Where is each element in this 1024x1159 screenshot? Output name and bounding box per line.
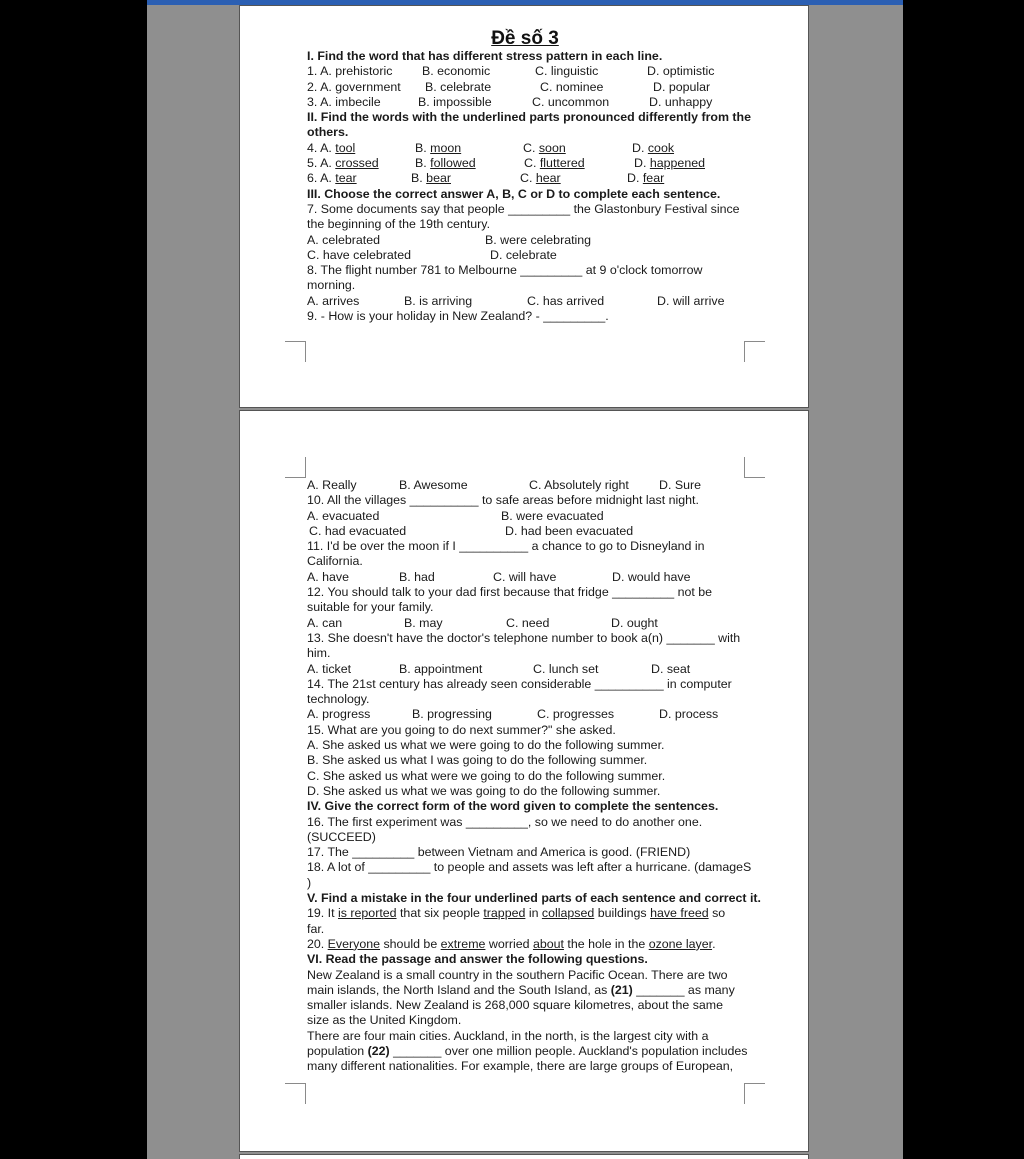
q19-part: in [525,906,542,921]
q12-option-c: C. need [506,615,550,630]
q19-part: 19. It [307,906,338,921]
q4-number: 4. A. [307,140,332,155]
document-title: Đề số 3 [491,28,559,49]
q20-part: should be [380,936,441,951]
q6-option-c: hear [535,171,561,186]
question-9-options [307,478,747,493]
passage-text: _______ as many [632,982,735,997]
q6-option-d: fear [642,171,665,186]
page-1-content [307,49,752,324]
question-14-text-cont: technology. [307,692,370,707]
q3-option-c: C. uncommon [532,94,610,109]
q10-option-d: D. had been evacuated [505,523,634,538]
question-18-text: 18. A lot of _________ to people and assets was left after a hurricane. (damageS [307,860,752,875]
q19-underlined-a: is reported [338,906,397,921]
passage-line: New Zealand is a small country in the southern Pacific Ocean. There are two [307,967,728,982]
q15-option-c: C. She asked us what were we going to do the following summer. [307,768,666,783]
question-2 [307,80,747,95]
section-1-heading: I. Find the word that has different stress pattern in each line. [307,49,663,63]
q1-option-a: 1. A. prehistoric [307,64,393,79]
q7-option-c: C. have celebrated [307,247,412,262]
question-8-text: 8. The flight number 781 to Melbourne _________ at 9 o'clock tomorrow [307,263,703,278]
passage-text: _______ over one million people. Auckland's population includes [389,1043,748,1058]
section-3-heading: III. Choose the correct answer A, B, C or D to complete each sentence. [307,186,721,201]
q20-underlined-c: about [532,936,564,951]
document-viewer[interactable] [147,0,903,1159]
q5-option-c: fluttered [539,156,585,171]
question-12-text-cont: suitable for your family. [307,600,434,615]
q14-option-a: A. progress [307,707,371,722]
q3-option-a: 3. A. imbecile [307,94,381,109]
q6-option-a: tear [335,171,357,186]
q4-c-label: C. [523,140,536,155]
q6-number: 6. A. [307,171,332,186]
q5-option-b: followed [430,156,476,171]
q19-part: so [708,906,726,921]
passage-line [307,983,747,998]
corner-mark [285,1083,306,1104]
q4-option-b: moon [430,140,462,155]
q6-option-b: bear [426,171,451,186]
q12-option-d: D. ought [611,615,658,630]
q5-number: 5. A. [307,156,332,171]
q19-underlined-b: trapped [483,906,526,921]
question-20-text [307,937,747,952]
q7-option-d: D. celebrate [490,247,557,262]
q20-part: the hole in the [563,936,649,951]
q2-option-c: C. nominee [540,79,604,94]
q4-option-c: soon [538,140,566,155]
q7-option-a: A. celebrated [307,232,381,247]
q1-option-b: B. economic [422,64,491,79]
question-11-text-cont: California. [307,554,363,569]
q6-b-label: B. [411,171,423,186]
corner-mark [285,341,306,362]
q10-option-b: B. were evacuated [501,508,604,523]
q20-part: 20. [307,936,328,951]
q19-part: that six people [396,906,484,921]
q14-option-d: D. process [659,707,719,722]
question-16-text-cont: (SUCCEED) [307,829,376,844]
q13-option-a: A. ticket [307,661,352,676]
question-12-options [307,616,747,631]
q12-option-a: A. can [307,615,343,630]
question-3 [307,95,747,110]
q13-option-c: C. lunch set [533,661,599,676]
q12-option-b: B. may [404,615,443,630]
section-6-heading: VI. Read the passage and answer the following questions. [307,952,648,967]
corner-mark [744,1083,765,1104]
q11-option-d: D. would have [612,569,691,584]
section-2-heading: II. Find the words with the underlined parts pronounced differently from the [307,110,752,125]
q6-c-label: C. [520,171,533,186]
section-2-heading-cont: others. [307,125,349,140]
question-13-text: 13. She doesn't have the doctor's telephone number to book a(n) _______ with [307,630,741,645]
q2-option-d: D. popular [653,79,711,94]
q9-option-a: A. Really [307,478,357,492]
passage-line: many different nationalities. For example, there are large groups of European, [307,1059,734,1074]
q8-option-d: D. will arrive [657,293,725,308]
question-7-options-ab [307,233,747,248]
corner-mark [744,341,765,362]
passage-line: size as the United Kingdom. [307,1013,462,1028]
q8-option-c: C. has arrived [527,293,605,308]
q6-d-label: D. [627,171,640,186]
question-9-text: 9. - How is your holiday in New Zealand? - _________. [307,309,609,324]
blank-22-number: (22) [367,1043,390,1058]
question-19-text [307,906,747,921]
q3-option-b: B. impossible [418,94,492,109]
question-10-text: 10. All the villages __________ to safe areas before midnight last night. [307,493,699,508]
passage-text: main islands, the North Island and the South Island, as [307,982,611,997]
section-4-heading: IV. Give the correct form of the word given to complete the sentences. [307,799,719,814]
question-1 [307,64,747,79]
q7-option-b: B. were celebrating [485,232,592,247]
q4-b-label: B. [415,140,427,155]
question-7-options-cd [307,248,747,263]
question-5 [307,156,747,171]
question-7-text-cont: the beginning of the 19th century. [307,217,491,232]
q10-option-a: A. evacuated [307,508,380,523]
q4-option-d: cook [647,140,675,155]
q20-part: . [712,936,716,951]
q5-option-a: crossed [335,156,379,171]
question-17-text: 17. The _________ between Vietnam and America is good. (FRIEND) [307,845,691,860]
q19-part: buildings [594,906,651,921]
passage-text: population [307,1043,368,1058]
q9-option-b: B. Awesome [399,478,468,492]
q13-option-d: D. seat [651,661,691,676]
q13-option-b: B. appointment [399,661,483,676]
q4-option-a: tool [335,140,356,155]
q20-part: worried [485,936,533,951]
blank-21-number: (21) [610,982,633,997]
question-12-text: 12. You should talk to your dad first because that fridge _________ not be [307,585,713,600]
page-1 [239,5,809,408]
q9-option-c: C. Absolutely right [529,478,629,492]
question-10-options-cd [307,524,747,539]
question-15-text: 15. What are you going to do next summer?" she asked. [307,722,616,737]
q15-option-b: B. She asked us what I was going to do the following summer. [307,753,648,768]
q5-d-label: D. [634,156,647,171]
passage-line: There are four main cities. Auckland, in the north, is the largest city with a [307,1028,709,1043]
q14-option-b: B. progressing [412,707,492,722]
q5-b-label: B. [415,156,427,171]
q4-d-label: D. [632,140,645,155]
q19-underlined-d: have freed [650,906,709,921]
question-7-text: 7. Some documents say that people _________ the Glastonbury Festival since [307,201,740,216]
question-8-options [307,294,747,309]
q2-option-a: 2. A. government [307,79,401,94]
q5-option-d: happened [649,156,705,171]
question-11-options [307,570,747,585]
question-14-text: 14. The 21st century has already seen considerable __________ in computer [307,676,732,691]
q11-option-c: C. will have [493,569,557,584]
q15-option-a: A. She asked us what we were going to do the following summer. [307,738,665,753]
q20-underlined-d: ozone layer [648,936,713,951]
q9-option-d: D. Sure [659,478,702,492]
question-6 [307,171,747,186]
question-14-options [307,707,747,722]
q14-option-c: C. progresses [537,707,615,722]
page-2-content [307,478,761,1075]
question-8-text-cont: morning. [307,278,356,293]
q10-option-c: C. had evacuated [309,523,407,538]
q15-option-d: D. She asked us what we was going to do the following summer. [307,783,661,798]
question-4 [307,141,747,156]
q20-underlined-a: Everyone [327,936,381,951]
q8-option-b: B. is arriving [404,293,473,308]
q19-underlined-c: collapsed [541,906,595,921]
q3-option-d: D. unhappy [649,94,713,109]
section-5-heading: V. Find a mistake in the four underlined parts of each sentence and correct it. [307,891,761,906]
q2-option-b: B. celebrate [425,79,492,94]
passage-line [307,1044,747,1059]
q1-option-d: D. optimistic [647,64,715,79]
question-10-options-ab [307,509,747,524]
q20-underlined-b: extreme [440,936,486,951]
page-3 [239,1154,809,1159]
page-2 [239,410,809,1152]
corner-mark [744,457,765,478]
q5-c-label: C. [524,156,537,171]
question-13-options [307,662,747,677]
question-18-text-cont: ) [307,875,312,890]
q8-option-a: A. arrives [307,293,360,308]
q1-option-c: C. linguistic [535,64,599,79]
question-13-text-cont: him. [307,646,331,661]
passage-line: smaller islands. New Zealand is 268,000 square kilometres, about the same [307,998,723,1013]
question-19-text-cont: far. [307,921,325,936]
corner-mark [285,457,306,478]
question-16-text: 16. The first experiment was _________, so we need to do another one. [307,814,703,829]
q11-option-b: B. had [399,569,435,584]
question-11-text: 11. I'd be over the moon if I __________ a chance to go to Disneyland in [307,539,705,554]
q11-option-a: A. have [307,569,350,584]
